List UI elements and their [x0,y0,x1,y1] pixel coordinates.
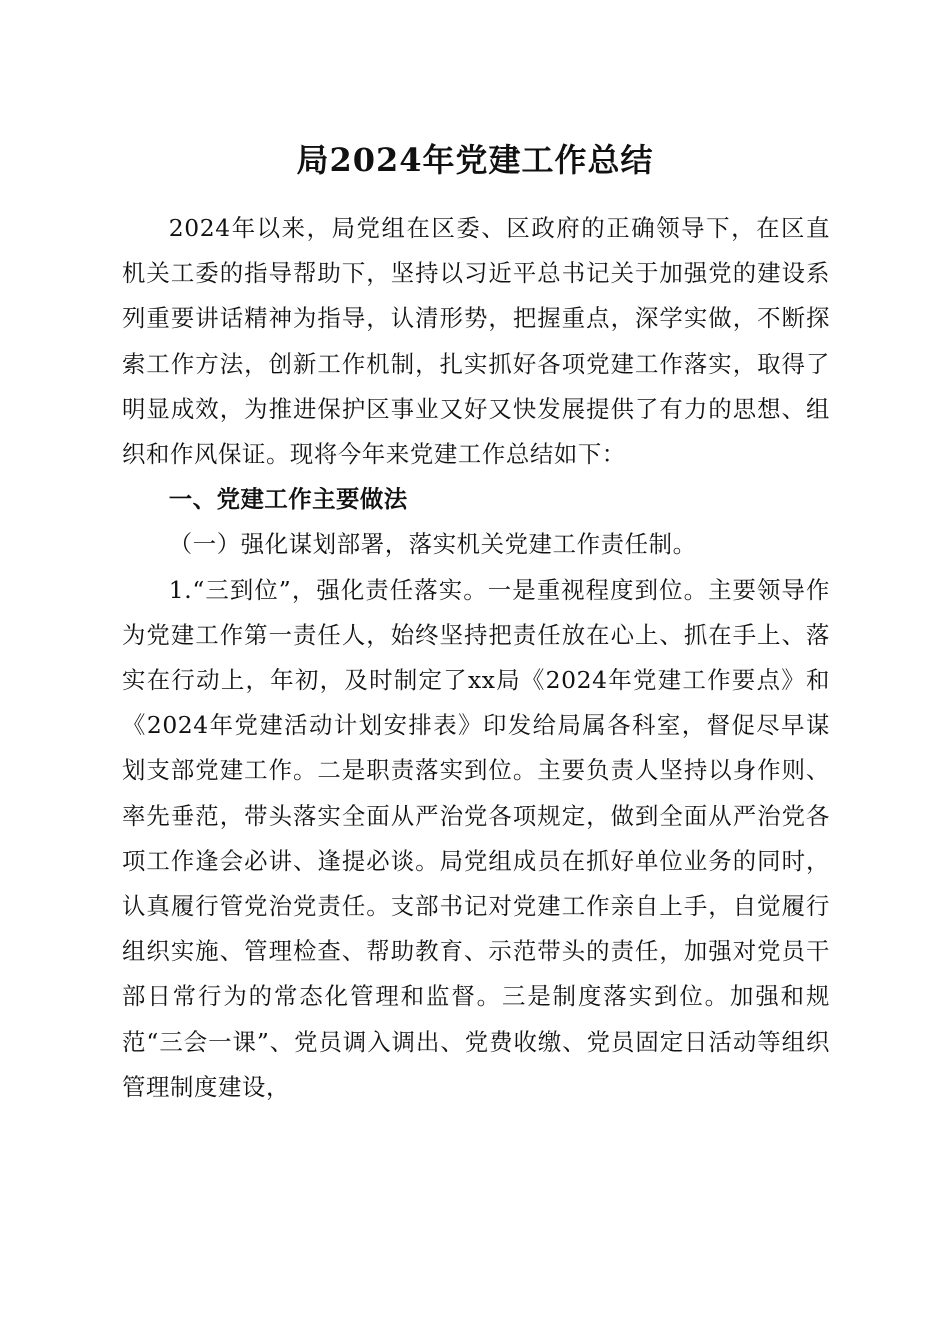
intro-paragraph: 2024年以来，局党组在区委、区政府的正确领导下，在区直机关工委的指导帮助下，坚持以习近平总书记关于加强党的建设系列重要讲话精神为指导，认清形势，把握重点，深学实做，不断探索工作方法，创新工作机制，扎实抓好各项党建工作落实，取得了明显成效，为推进保护区事业又好又快发展提供了有力的思想、组织和作风保证。现将今年来党建工作总结如下： [122,214,830,469]
body-paragraph: 1.“三到位”，强化责任落实。一是重视程度到位。主要领导作为党建工作第一责任人，始终坚持把责任放在心上、抓在手上、落实在行动上，年初，及时制定了xx局《2024年党建工作要点》和《2024年党建活动计划安排表》印发给局属各科室，督促尽早谋划支部党建工作。二是职责落实到位。主要负责人坚持以身作则、率先垂范，带头落实全面从严治党各项规定，做到全面从严治党各项工作逢会必讲、逢提必谈。局党组成员在抓好单位业务的同时，认真履行管党治党责任。支部书记对党建工作亲自上手，自觉履行组织实施、管理检查、帮助教育、示范带头的责任，加强对党员干部日常行为的常态化管理和监督。三是制度落实到位。加强和规范“三会一课”、党员调入调出、党费收缴、党员固定日活动等组织管理制度建设， [122,575,830,1101]
section-heading: 一、党建工作主要做法 [168,485,408,514]
page-title: 局2024年党建工作总结 [296,141,654,179]
document-body [122,206,830,1110]
subsection-heading: （一）强化谋划部署，落实机关党建工作责任制。 [168,530,697,559]
